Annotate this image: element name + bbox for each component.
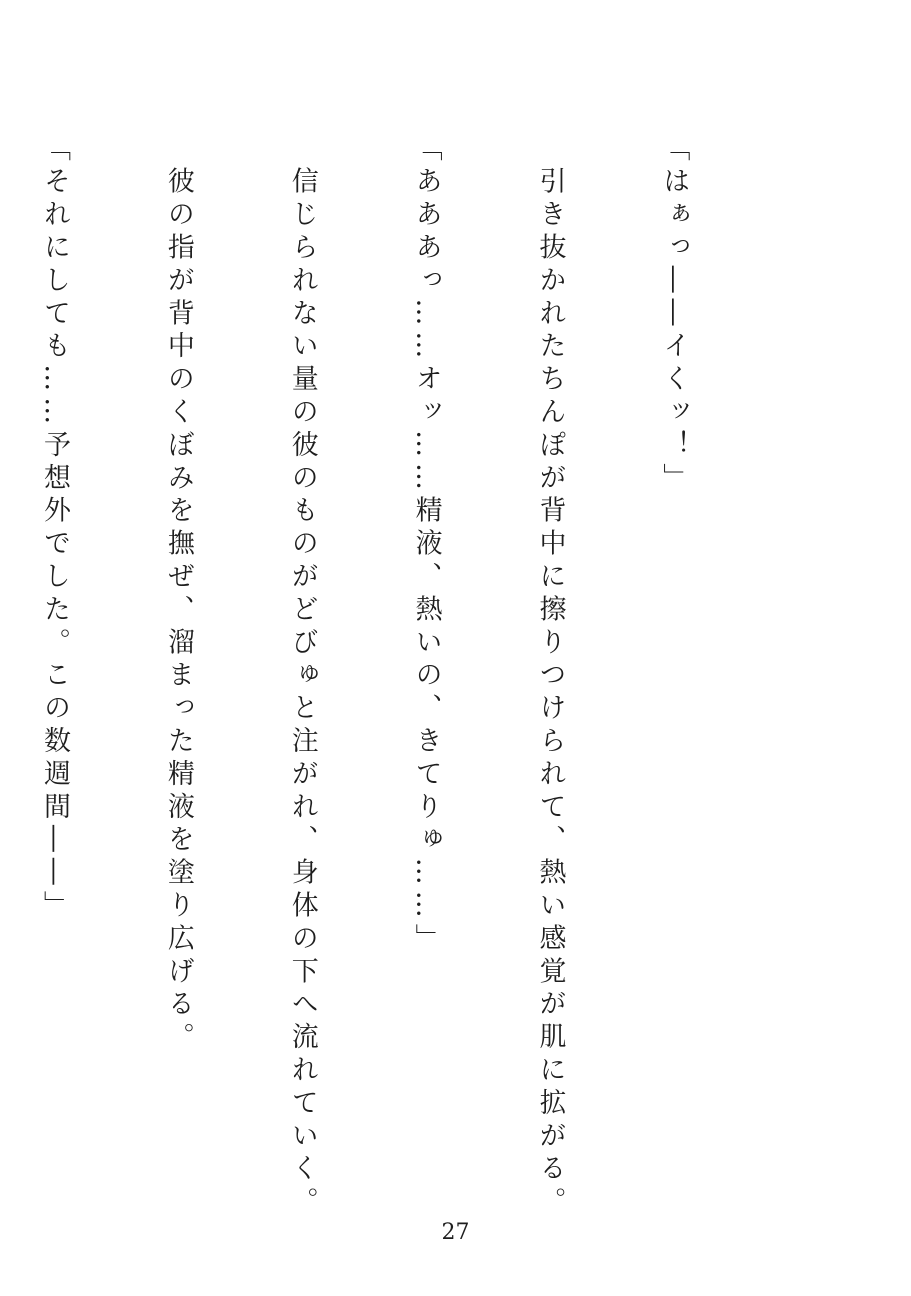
text-line: 彼の指が背中のくぼみを撫ぜ、溜まった精液を塗り広げる。 [162, 134, 194, 1056]
vertical-text-block [0, 134, 777, 1220]
text-line: 「あああっ……オッ……精液、熱いの、きてりゅ……」 [410, 134, 442, 957]
text-line: 信じられない量の彼のものがどびゅと注がれ、身体の下へ流れていく。 [286, 134, 318, 1220]
text-line: 引き抜かれたちんぽが背中に擦りつけられて、熱い感覚が肌に拡がる。 [534, 134, 566, 1220]
text-line: 「それにしても……予想外でした。この数週間――」 [38, 134, 70, 924]
page-number: 27 [441, 1220, 470, 1245]
text-line: 「はぁっ――イくッ！」 [658, 134, 690, 496]
